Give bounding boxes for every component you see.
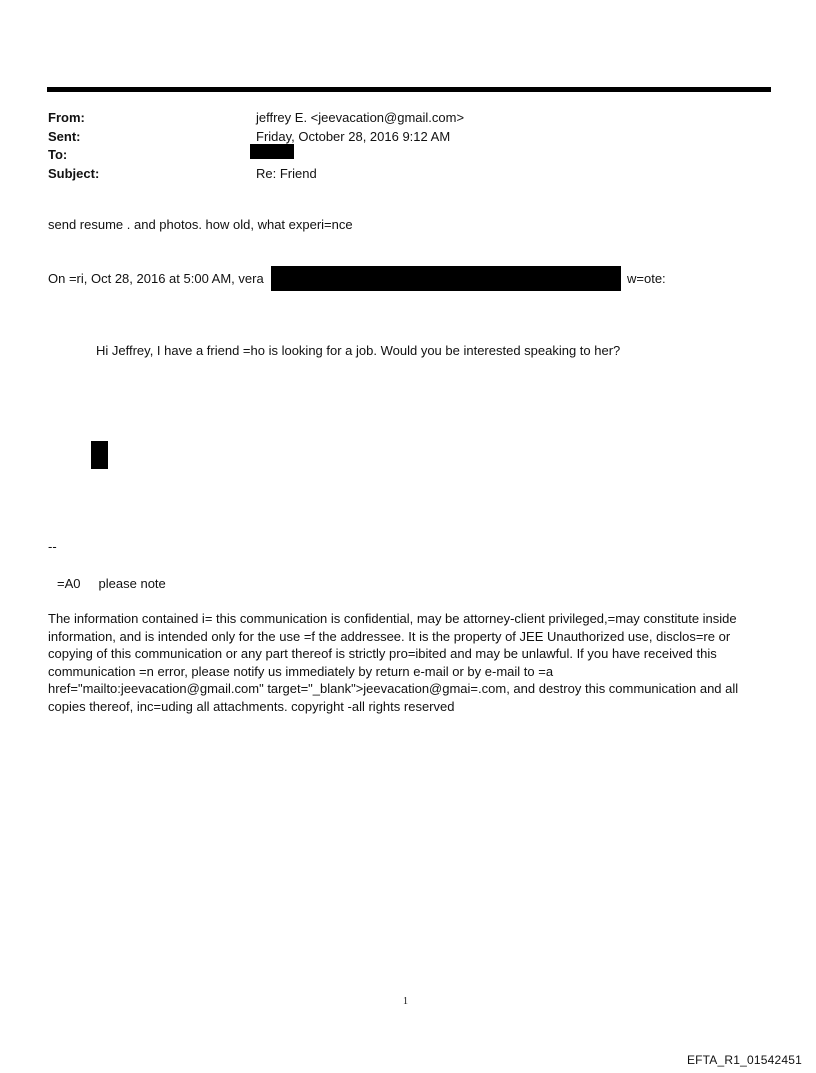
sent-value: Friday, October 28, 2016 9:12 AM — [256, 128, 451, 144]
to-redaction — [250, 144, 294, 159]
to-label: To: — [48, 147, 68, 162]
subject-row — [48, 165, 748, 184]
to-row — [48, 146, 748, 165]
quote-attribution-suffix: w=ote: — [627, 271, 666, 286]
signature-redaction — [91, 441, 108, 469]
sent-label: Sent: — [48, 128, 81, 144]
confidentiality-disclaimer: The information contained i= this communication is confidential, may be attorney-client privileged,=may constitute inside information, and is intended only for the use =f the addressee. It is the property of JEE Unauthorized use, disclos=re or copying of this communication or any part thereof is strictly pro=ibited and may be unlawful. If you have received this communication =n error, please notify us immediately by return e-mail or by e-mail to =a href="mailto:jeevacation@gmail.com" target="_blank">jeevacation@gmai=.com, and destroy this communication and all copies thereof, inc=uding all attachments. copyright -all rights reserved — [48, 611, 739, 714]
please-note-text: =A0 please note — [57, 576, 166, 591]
from-row — [48, 109, 748, 128]
sent-row — [48, 128, 748, 147]
signature-separator: -- — [48, 539, 57, 554]
from-value: jeffrey E. <jeevacation@gmail.com> — [256, 110, 465, 125]
from-label: From: — [48, 110, 85, 125]
quoted-message: Hi Jeffrey, I have a friend =ho is looking for a job. Would you be interested speaking to her? — [96, 343, 621, 358]
page-number: 1 — [403, 996, 408, 1007]
quote-attribution-prefix: On =ri, Oct 28, 2016 at 5:00 AM, vera — [48, 271, 264, 286]
sender-email-redaction — [271, 266, 621, 291]
bates-number: EFTA_R1_01542451 — [686, 1053, 802, 1067]
header-rule — [47, 87, 771, 92]
reply-text: send resume . and photos. how old, what experi=nce — [48, 217, 353, 232]
subject-value: Re: Friend — [256, 165, 317, 181]
email-header — [48, 109, 748, 183]
subject-label: Subject: — [48, 165, 100, 181]
